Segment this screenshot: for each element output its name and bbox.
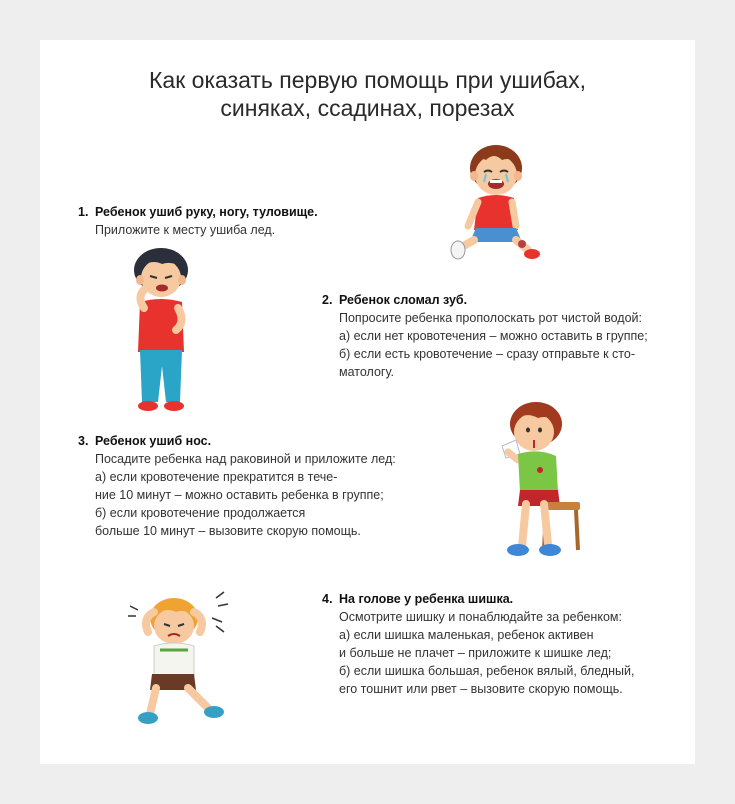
item-text-line: и больше не плачет – приложите к шишке лед; — [339, 646, 612, 660]
instruction-item-4 — [322, 590, 635, 698]
title-line-2: синяках, ссадинах, порезах — [220, 95, 515, 121]
item-text-line: Приложите к месту ушиба лед. — [95, 223, 276, 237]
item-text-line: Попросите ребенка прополоскать рот чистой водой: — [339, 311, 642, 325]
item-number: 4. — [322, 592, 333, 606]
nosebleed-boy-icon — [494, 400, 586, 564]
item-text-line: а) если кровотечение прекратится в тече- — [95, 470, 338, 484]
instruction-item-1 — [78, 203, 318, 239]
item-text-line: а) если нет кровотечения – можно оставить в группе; — [339, 329, 648, 343]
item-text-line: матологу. — [339, 365, 394, 379]
item-text-line: Осмотрите шишку и понаблюдайте за ребенком: — [339, 610, 622, 624]
crying-sitting-boy-icon — [450, 142, 540, 264]
item-heading: Ребенок сломал зуб. — [339, 293, 468, 307]
title-line-1: Как оказать первую помощь при ушибах, — [149, 67, 586, 93]
head-bump-boy-icon — [124, 588, 234, 728]
item-heading: Ребенок ушиб нос. — [95, 434, 212, 448]
item-heading: Ребенок ушиб руку, ногу, туловище. — [95, 205, 318, 219]
page-title — [0, 66, 735, 122]
item-number: 2. — [322, 293, 333, 307]
item-text-line: больше 10 минут – вызовите скорую помощь. — [95, 524, 361, 538]
item-text-line: б) если шишка большая, ребенок вялый, бледный, — [339, 664, 635, 678]
item-text-line: ние 10 минут – можно оставить ребенка в группе; — [95, 488, 384, 502]
item-text-line: б) если кровотечение продолжается — [95, 506, 306, 520]
item-text-line: Посадите ребенка над раковиной и приложите лед: — [95, 452, 396, 466]
toothache-boy-icon — [126, 248, 196, 414]
item-text-line: а) если шишка маленькая, ребенок активен — [339, 628, 594, 642]
item-number: 3. — [78, 434, 89, 448]
item-text-line: б) если есть кровотечение – сразу отправьте к сто- — [339, 347, 636, 361]
item-text-line: его тошнит или рвет – вызовите скорую помощь. — [339, 682, 623, 696]
instruction-item-2 — [322, 291, 648, 381]
item-heading: На голове у ребенка шишка. — [339, 592, 514, 606]
instruction-item-3 — [78, 432, 396, 540]
item-number: 1. — [78, 205, 89, 219]
